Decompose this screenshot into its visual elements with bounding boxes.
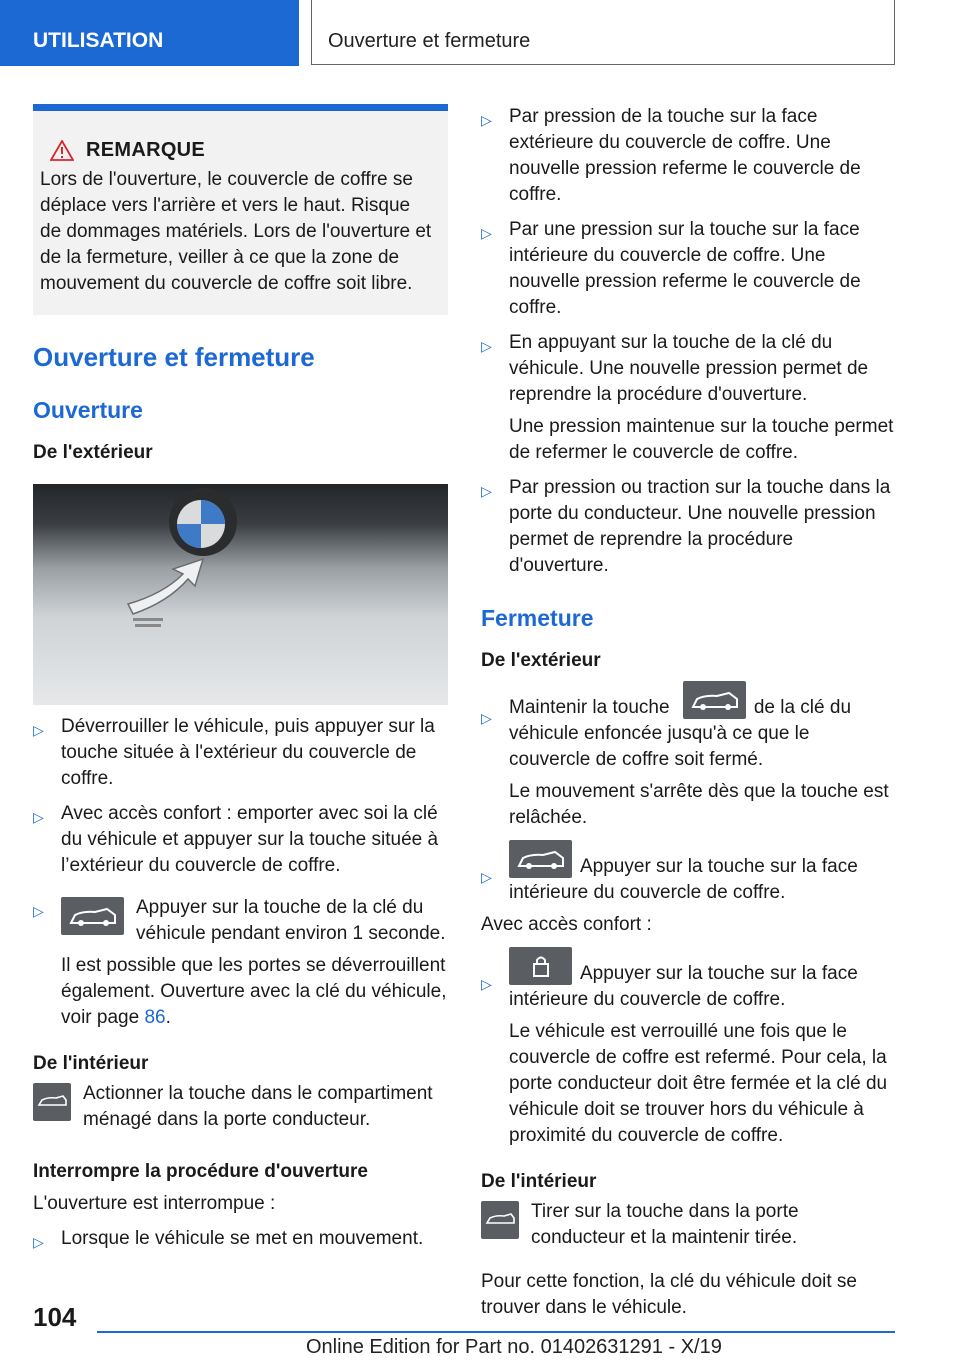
- comfort-access-label: Avec accès confort :: [481, 914, 652, 935]
- inside-closing-row: Tirer sur la touche dans la porte conducteur et la maintenir tirée.: [481, 1199, 895, 1251]
- inside-opening-row: Actionner la touche dans le compartiment ménagé dans la porte conducteur.: [33, 1081, 448, 1133]
- list-item: ▷ Par pression ou traction sur la touche dans la porte du conducteur. Une nouvelle pression permet de reprendre la procédure d'ouverture.: [481, 477, 891, 576]
- key-note: Il est possible que les portes se déverrouillent également. Ouverture avec la clé du véhicule, voir page 86.: [61, 955, 447, 1028]
- page-header-title: Ouverture et fermeture: [311, 0, 895, 65]
- heading-from-outside: De l'extérieur: [481, 650, 601, 671]
- warning-text: Lors de l'ouverture, le couvercle de coffre se déplace vers l'arrière et vers le haut. Risque de dommages matériels. Lors de l'ouverture et de la fermeture, veiller à ce que la zone de mouvement du couvercle de coffre soit libre.: [40, 169, 432, 294]
- left-column: [33, 104, 448, 1252]
- interrupt-intro: L'ouverture est interrompue :: [33, 1193, 276, 1214]
- heading-from-inside: De l'intérieur: [481, 1171, 597, 1192]
- bullet-icon: ▷: [33, 809, 44, 825]
- bullet-icon: ▷: [481, 710, 492, 726]
- subsection-heading-opening: Ouverture: [33, 397, 143, 423]
- right-column: [481, 104, 895, 1321]
- final-note: Pour cette fonction, la clé du véhicule doit se trouver dans le véhicule.: [481, 1271, 858, 1318]
- list-item: ▷ Par pression de la touche sur la face extérieure du couvercle de coffre. Une nouvelle pression referme le couvercle de coffre.: [481, 106, 861, 205]
- bullet-icon: ▷: [481, 869, 492, 885]
- footer-divider: [97, 1331, 895, 1333]
- list-item: ▷ Avec accès confort : emporter avec soi la clé du véhicule et appuyer sur la touche située à l’extérieur du couvercle de coffre.: [33, 803, 439, 876]
- trunk-photo-illustration: [33, 484, 448, 705]
- section-heading: Ouverture et fermeture: [33, 342, 315, 372]
- bullet-icon: ▷: [481, 225, 492, 241]
- lock-button-icon: [509, 947, 572, 985]
- warning-title: REMARQUE: [86, 139, 206, 161]
- bullet-icon: ▷: [33, 903, 44, 919]
- closing-comfort-list: [481, 947, 895, 1149]
- list-item: ▷ Maintenir la touche de la clé du véhicule enfoncée jusqu'à ce que le couvercle de coffre soit fermé. Le mouvement s'arrête dès que la touche est relâchée.: [481, 681, 895, 831]
- page-number: 104: [33, 1302, 77, 1332]
- page-reference-link[interactable]: 86: [144, 1007, 166, 1028]
- list-item: ▷ Appuyer sur la touche sur la face intérieure du couvercle de coffre. Le véhicule est verrouillé une fois que le couvercle de coffre est refermé. Pour cela, la porte conducteur doit être fermée et la clé du véhicule doit se trouver hors du véhicule à proximité du couvercle de coffre.: [481, 947, 895, 1149]
- bullet-icon: ▷: [33, 722, 44, 738]
- opening-methods-list: [481, 104, 895, 579]
- bullet-icon: ▷: [33, 1234, 44, 1250]
- bullet-icon: ▷: [481, 338, 492, 354]
- heading-from-outside: De l'extérieur: [33, 442, 153, 463]
- warning-box: [33, 104, 448, 315]
- warning-icon: [50, 140, 74, 161]
- bullet-icon: ▷: [481, 483, 492, 499]
- car-trunk-key-icon: [683, 681, 746, 719]
- heading-from-inside: De l'intérieur: [33, 1053, 149, 1074]
- list-item: ▷ En appuyant sur la touche de la clé du véhicule. Une nouvelle pression permet de reprendre la procédure d'ouverture. Une pression maintenue sur la touche permet de refermer le couvercle de coffre.: [481, 332, 894, 463]
- list-item: ▷ Déverrouiller le véhicule, puis appuyer sur la touche située à l'extérieur du couvercle de coffre.: [33, 716, 435, 789]
- trunk-button-photo: [33, 484, 448, 705]
- heading-interrupt: Interrompre la procédure d'ouverture: [33, 1161, 368, 1182]
- edition-footer: Online Edition for Part no. 01402631291 - X/19: [306, 1336, 722, 1358]
- section-tab: UTILISATION: [0, 0, 299, 66]
- subsection-heading-closing: Fermeture: [481, 605, 594, 631]
- bullet-icon: ▷: [481, 112, 492, 128]
- door-trunk-button-icon: [33, 1083, 71, 1121]
- list-item: ▷ Lorsque le véhicule se met en mouvement.: [33, 1226, 448, 1252]
- opening-outside-list: [33, 714, 448, 1031]
- car-trunk-key-icon: [61, 897, 124, 935]
- list-item: ▷ Appuyer sur la touche de la clé du véhicule pendant environ 1 seconde. Il est possible que les portes se déverrouillent également. Ouverture avec la clé du véhicule, voir page 86.: [33, 895, 448, 1031]
- closing-outside-list: [481, 681, 895, 906]
- interrupt-list: [33, 1226, 448, 1252]
- list-item: ▷ Appuyer sur la touche sur la face intérieure du couvercle de coffre.: [481, 840, 895, 906]
- door-trunk-button-icon: [481, 1201, 519, 1239]
- bullet-icon: ▷: [481, 976, 492, 992]
- list-item: ▷ Par une pression sur la touche sur la face intérieure du couvercle de coffre. Une nouvelle pression referme le couvercle de coffre.: [481, 219, 861, 318]
- trunk-close-button-icon: [509, 840, 572, 878]
